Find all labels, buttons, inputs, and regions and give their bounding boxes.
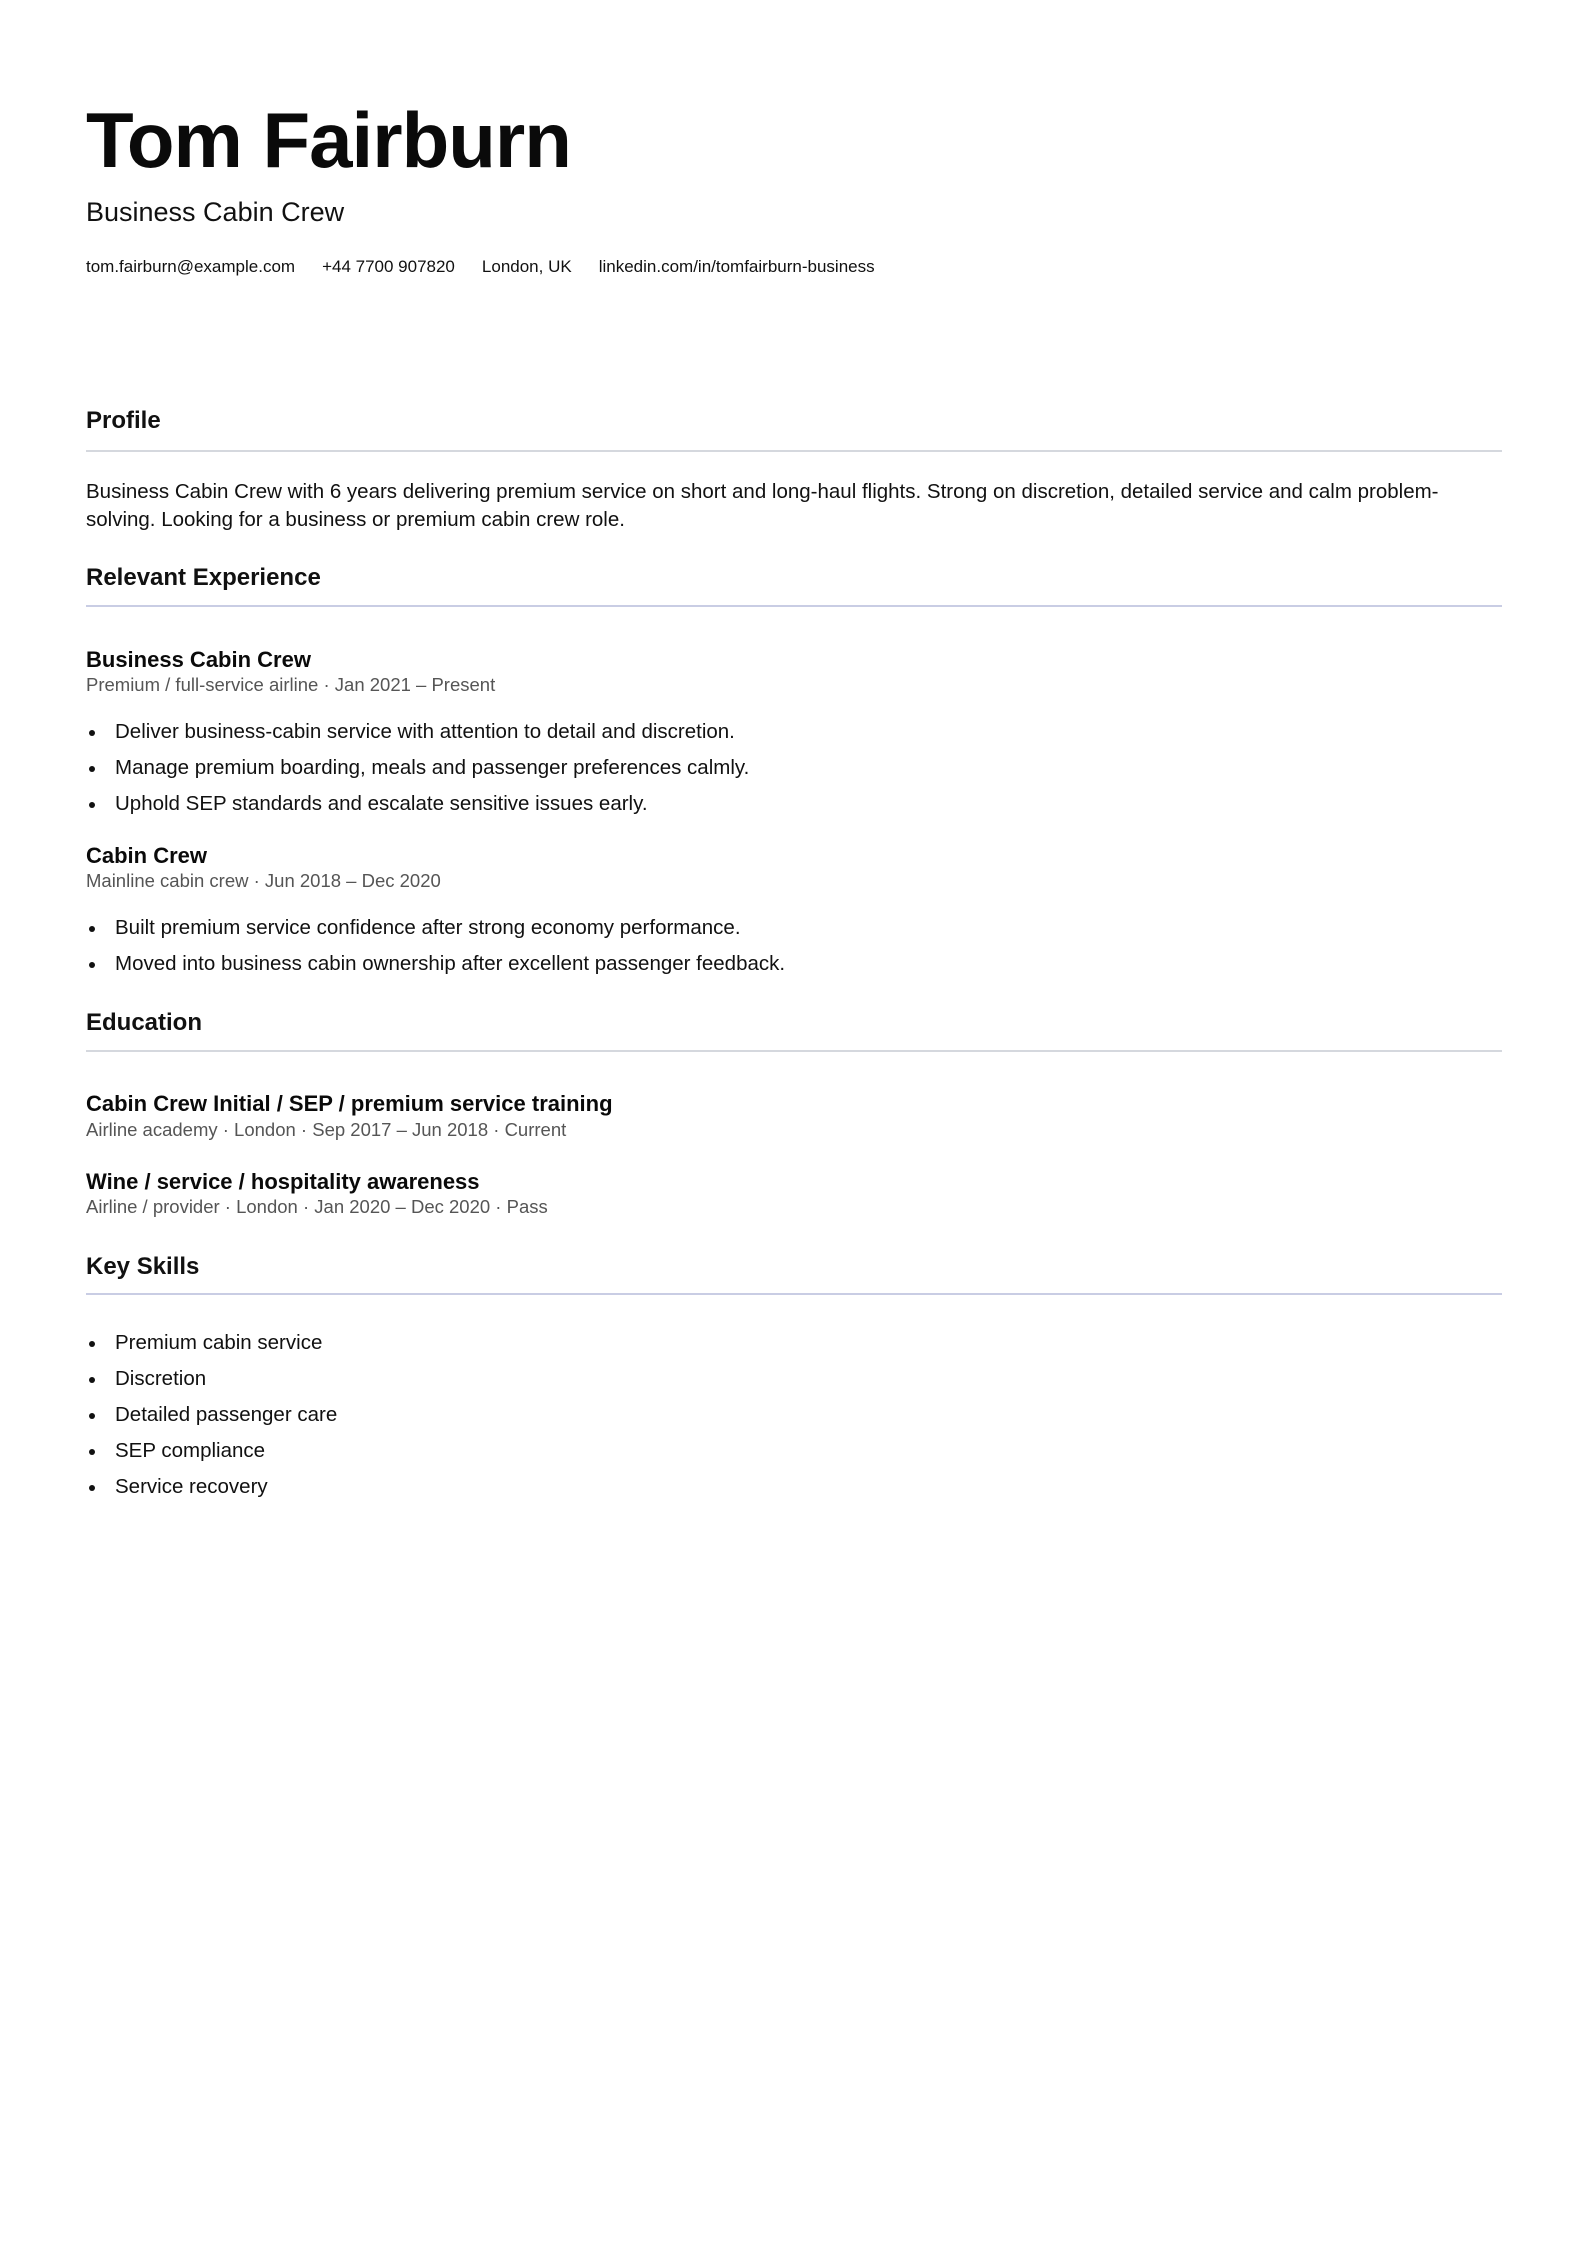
candidate-title: Business Cabin Crew bbox=[86, 197, 345, 227]
profile-divider bbox=[86, 450, 1502, 452]
profile-heading: Profile bbox=[86, 407, 161, 434]
list-item: Uphold SEP standards and escalate sensitive issues early. bbox=[86, 786, 749, 822]
contact-linkedin[interactable]: linkedin.com/in/tomfairburn-business bbox=[598, 257, 875, 276]
profile-summary: Business Cabin Crew with 6 years delivering premium service on short and long-haul flights. Strong on discretion, detailed service and calm problem-solving. Looking for a business or premium cabin crew role. bbox=[86, 480, 1439, 531]
list-item: Moved into business cabin ownership after excellent passenger feedback. bbox=[86, 946, 785, 982]
contact-line bbox=[86, 255, 902, 279]
role-title: Business Cabin Crew bbox=[86, 647, 311, 672]
skill-item: SEP compliance bbox=[86, 1433, 337, 1469]
role-bullets bbox=[86, 714, 749, 822]
experience-heading: Relevant Experience bbox=[86, 564, 321, 591]
education-meta: Airline academy · London · Sep 2017 – Jun 2018 · Current bbox=[86, 1119, 567, 1140]
role-title: Cabin Crew bbox=[86, 843, 208, 868]
education-divider bbox=[86, 1050, 1502, 1052]
skill-item: Premium cabin service bbox=[86, 1325, 337, 1361]
education-meta: Airline / provider · London · Jan 2020 – Dec 2020 · Pass bbox=[86, 1196, 548, 1217]
skill-item: Service recovery bbox=[86, 1469, 337, 1505]
skills-heading: Key Skills bbox=[86, 1253, 200, 1280]
role-bullets bbox=[86, 910, 785, 982]
candidate-name: Tom Fairburn bbox=[86, 96, 571, 184]
education-title: Cabin Crew Initial / SEP / premium service training bbox=[86, 1091, 613, 1116]
experience-divider bbox=[86, 605, 1502, 607]
list-item: Deliver business-cabin service with attention to detail and discretion. bbox=[86, 714, 749, 750]
skills-list bbox=[86, 1325, 337, 1505]
contact-email[interactable]: tom.fairburn@example.com bbox=[86, 257, 296, 276]
education-title: Wine / service / hospitality awareness bbox=[86, 1169, 480, 1194]
list-item: Manage premium boarding, meals and passenger preferences calmly. bbox=[86, 750, 749, 786]
skill-item: Detailed passenger care bbox=[86, 1397, 337, 1433]
skills-divider bbox=[86, 1293, 1502, 1295]
list-item: Built premium service confidence after strong economy performance. bbox=[86, 910, 785, 946]
contact-phone[interactable]: +44 7700 907820 bbox=[322, 257, 455, 276]
role-meta: Premium / full-service airline · Jan 2021 – Present bbox=[86, 674, 496, 695]
contact-location: London, UK bbox=[481, 257, 572, 276]
education-heading: Education bbox=[86, 1009, 203, 1036]
skill-item: Discretion bbox=[86, 1361, 337, 1397]
role-meta: Mainline cabin crew · Jun 2018 – Dec 2020 bbox=[86, 870, 441, 891]
